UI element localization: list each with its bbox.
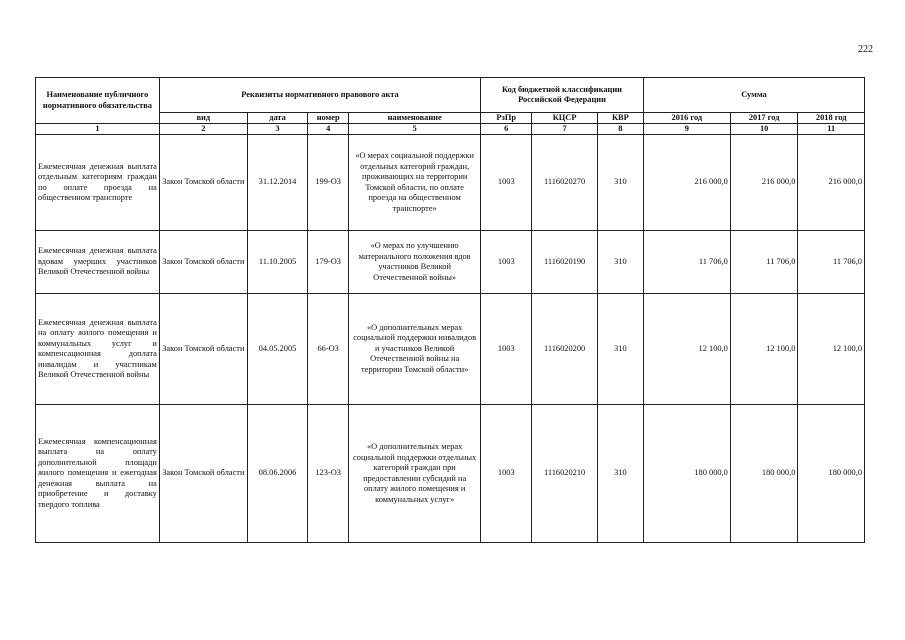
sum-2016: 216 000,0 [643, 135, 730, 231]
code-kvr: 310 [597, 294, 643, 405]
code-kcsr: 1116020190 [532, 231, 597, 294]
column-number: 11 [798, 124, 865, 135]
table-row [36, 294, 865, 405]
code-rzpr: 1003 [481, 294, 532, 405]
header-2018: 2018 год [798, 113, 865, 124]
sum-2017: 12 100,0 [730, 294, 798, 405]
header-row-sub [36, 113, 865, 124]
act-date: 08.06.2006 [247, 405, 307, 543]
sum-2016: 12 100,0 [643, 294, 730, 405]
sum-2018: 12 100,0 [798, 294, 865, 405]
table-row [36, 231, 865, 294]
header-2017: 2017 год [730, 113, 798, 124]
act-number: 179-ОЗ [308, 231, 349, 294]
sum-2018: 11 706,0 [798, 231, 865, 294]
sum-2017: 216 000,0 [730, 135, 798, 231]
act-number: 66-ОЗ [308, 294, 349, 405]
code-rzpr: 1003 [481, 135, 532, 231]
obligation-name: Ежемесячная денежная выплата вдовам умерших участников Великой Отечественной войны [36, 231, 160, 294]
header-row-main [36, 78, 865, 113]
column-numbers-row [36, 124, 865, 135]
column-number: 8 [597, 124, 643, 135]
table-row [36, 405, 865, 543]
header-date: дата [247, 113, 307, 124]
header-obligation: Наименование публичного нормативного обязательства [36, 78, 160, 124]
obligation-name: Ежемесячная денежная выплата на оплату жилого помещения и коммунальных услуг и компенсационная доплата инвалидам и участникам Великой Отечественной войны [36, 294, 160, 405]
act-date: 31.12.2014 [247, 135, 307, 231]
act-number: 199-ОЗ [308, 135, 349, 231]
act-type: Закон Томской области [159, 135, 247, 231]
header-title: наименование [349, 113, 481, 124]
column-number: 10 [730, 124, 798, 135]
obligation-name: Ежемесячная компенсационная выплата на оплату дополнительной площади жилого помещения и ежегодная денежная выплата на приобретение и доставку твердого топлива [36, 405, 160, 543]
sum-2018: 180 000,0 [798, 405, 865, 543]
sum-2017: 180 000,0 [730, 405, 798, 543]
header-rzpr: РзПр [481, 113, 532, 124]
column-number: 9 [643, 124, 730, 135]
header-act-details: Реквизиты нормативного правового акта [159, 78, 480, 113]
code-kvr: 310 [597, 231, 643, 294]
sum-2016: 180 000,0 [643, 405, 730, 543]
act-type: Закон Томской области [159, 231, 247, 294]
header-type: вид [159, 113, 247, 124]
column-number: 5 [349, 124, 481, 135]
code-kvr: 310 [597, 135, 643, 231]
column-number: 3 [247, 124, 307, 135]
sum-2016: 11 706,0 [643, 231, 730, 294]
header-kcsr: КЦСР [532, 113, 597, 124]
code-kcsr: 1116020270 [532, 135, 597, 231]
column-number: 4 [308, 124, 349, 135]
code-kcsr: 1116020200 [532, 294, 597, 405]
act-type: Закон Томской области [159, 294, 247, 405]
header-2016: 2016 год [643, 113, 730, 124]
code-kvr: 310 [597, 405, 643, 543]
column-number: 7 [532, 124, 597, 135]
act-title: «О мерах по улучшению материального положения вдов участников Великой Отечественной войны» [349, 231, 481, 294]
code-kcsr: 1116020210 [532, 405, 597, 543]
sum-2018: 216 000,0 [798, 135, 865, 231]
header-number: номер [308, 113, 349, 124]
act-number: 123-ОЗ [308, 405, 349, 543]
column-number: 1 [36, 124, 160, 135]
table-row [36, 135, 865, 231]
act-title: «О дополнительных мерах социальной поддержки отдельных категорий граждан при предоставлении субсидий на оплату жилого помещения и коммунальных услуг» [349, 405, 481, 543]
header-sum: Сумма [643, 78, 864, 113]
header-kvr: КВР [597, 113, 643, 124]
act-title: «О дополнительных мерах социальной поддержки инвалидов и участников Великой Отечественной войны на территории Томской области» [349, 294, 481, 405]
obligations-table [35, 77, 865, 543]
act-title: «О мерах социальной поддержки отдельных категорий граждан, проживающих на территории Томской области, по оплате проезда на общественном транспорте» [349, 135, 481, 231]
obligation-name: Ежемесячная денежная выплата отдельным категориям граждан по оплате проезда на общественном транспорте [36, 135, 160, 231]
column-number: 6 [481, 124, 532, 135]
code-rzpr: 1003 [481, 405, 532, 543]
code-rzpr: 1003 [481, 231, 532, 294]
sum-2017: 11 706,0 [730, 231, 798, 294]
act-date: 04.05.2005 [247, 294, 307, 405]
act-date: 11.10.2005 [247, 231, 307, 294]
column-number: 2 [159, 124, 247, 135]
page-number: 222 [858, 44, 873, 55]
header-budget-code: Код бюджетной классификации Российской Федерации [481, 78, 644, 113]
act-type: Закон Томской области [159, 405, 247, 543]
